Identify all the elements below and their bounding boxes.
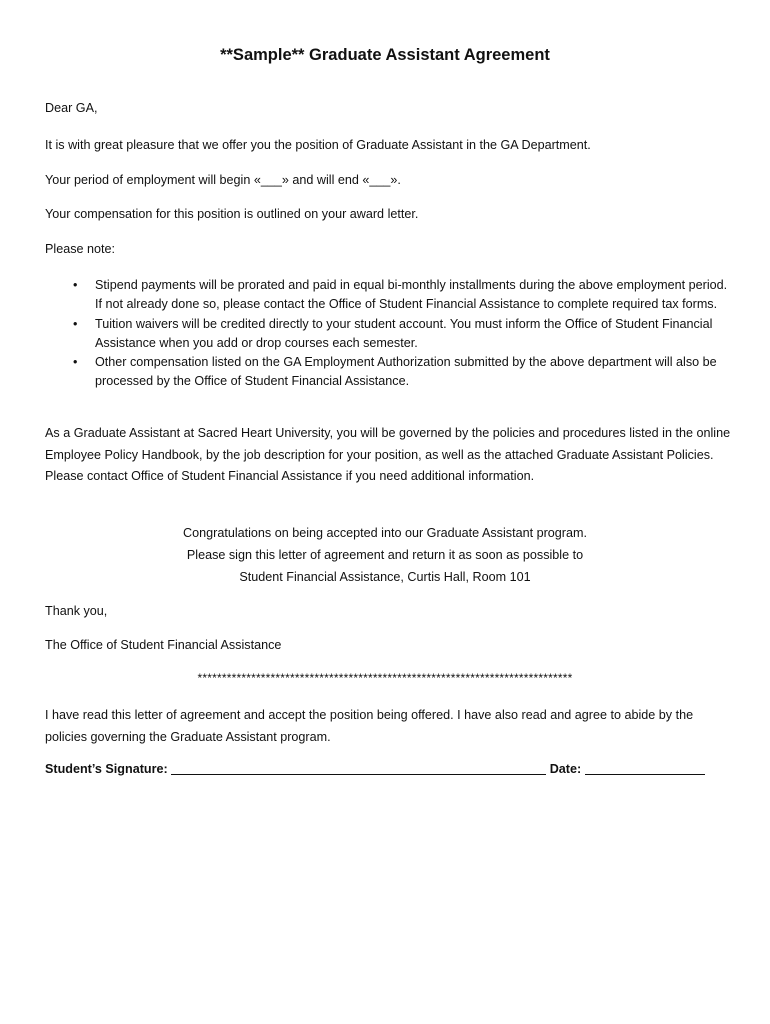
bullet-text: Tuition waivers will be credited directly to your student account. You must inform the Office of Student Financial Assistance when you add or drop courses each semester. (95, 316, 713, 350)
list-item (45, 276, 735, 315)
document-title: **Sample** Graduate Assistant Agreement (220, 46, 550, 64)
bullet-icon: • (73, 316, 78, 331)
governed-paragraph: As a Graduate Assistant at Sacred Heart University, you will be governed by the policies and procedures listed in the online Employee Policy Handbook, by the job description for your position, as well as the attached Graduate Assistant Policies. Please contact Office of Student Financial Assistance if you need additional information. (45, 426, 731, 483)
congrats-line: Congratulations on being accepted into our Graduate Assistant program. (183, 526, 587, 540)
greeting: Dear GA, (45, 101, 98, 115)
separator: ***************************************************************************** (197, 671, 573, 685)
date-label: Date: (549, 762, 582, 776)
congrats-line: Please sign this letter of agreement and return it as soon as possible to (186, 548, 584, 562)
acknowledgement-paragraph: I have read this letter of agreement and accept the position being offered. I have also read and agree to abide by the policies governing the Graduate Assistant program. (45, 708, 694, 744)
note-heading: Please note: (45, 242, 116, 256)
signature-field[interactable] (171, 761, 546, 775)
congratulations-block (0, 522, 770, 588)
signatory: The Office of Student Financial Assistance (45, 638, 282, 652)
closing: Thank you, (45, 604, 108, 618)
bullet-icon: • (73, 355, 78, 370)
compensation-paragraph: Your compensation for this position is outlined on your award letter. (45, 207, 419, 221)
bullet-text: Stipend payments will be prorated and paid in equal bi-monthly installments during the above employment period. If not already done so, please contact the Office of Student Financial Assistance to complete required tax forms. (95, 278, 728, 312)
offer-paragraph: It is with great pleasure that we offer you the position of Graduate Assistant in the GA Department. (45, 138, 591, 152)
signature-label: Student’s Signature: (45, 762, 168, 776)
bullet-text: Other compensation listed on the GA Employment Authorization submitted by the above department will also be processed by the Office of Student Financial Assistance. (95, 355, 717, 389)
date-field[interactable] (585, 761, 705, 775)
list-item (45, 315, 735, 354)
bullet-icon: • (73, 278, 78, 292)
congrats-line: Student Financial Assistance, Curtis Hall, Room 101 (239, 570, 531, 584)
note-list (45, 276, 735, 392)
signature-row (45, 761, 745, 778)
period-paragraph: Your period of employment will begin «___» and will end «___». (45, 173, 401, 187)
list-item (45, 353, 735, 392)
